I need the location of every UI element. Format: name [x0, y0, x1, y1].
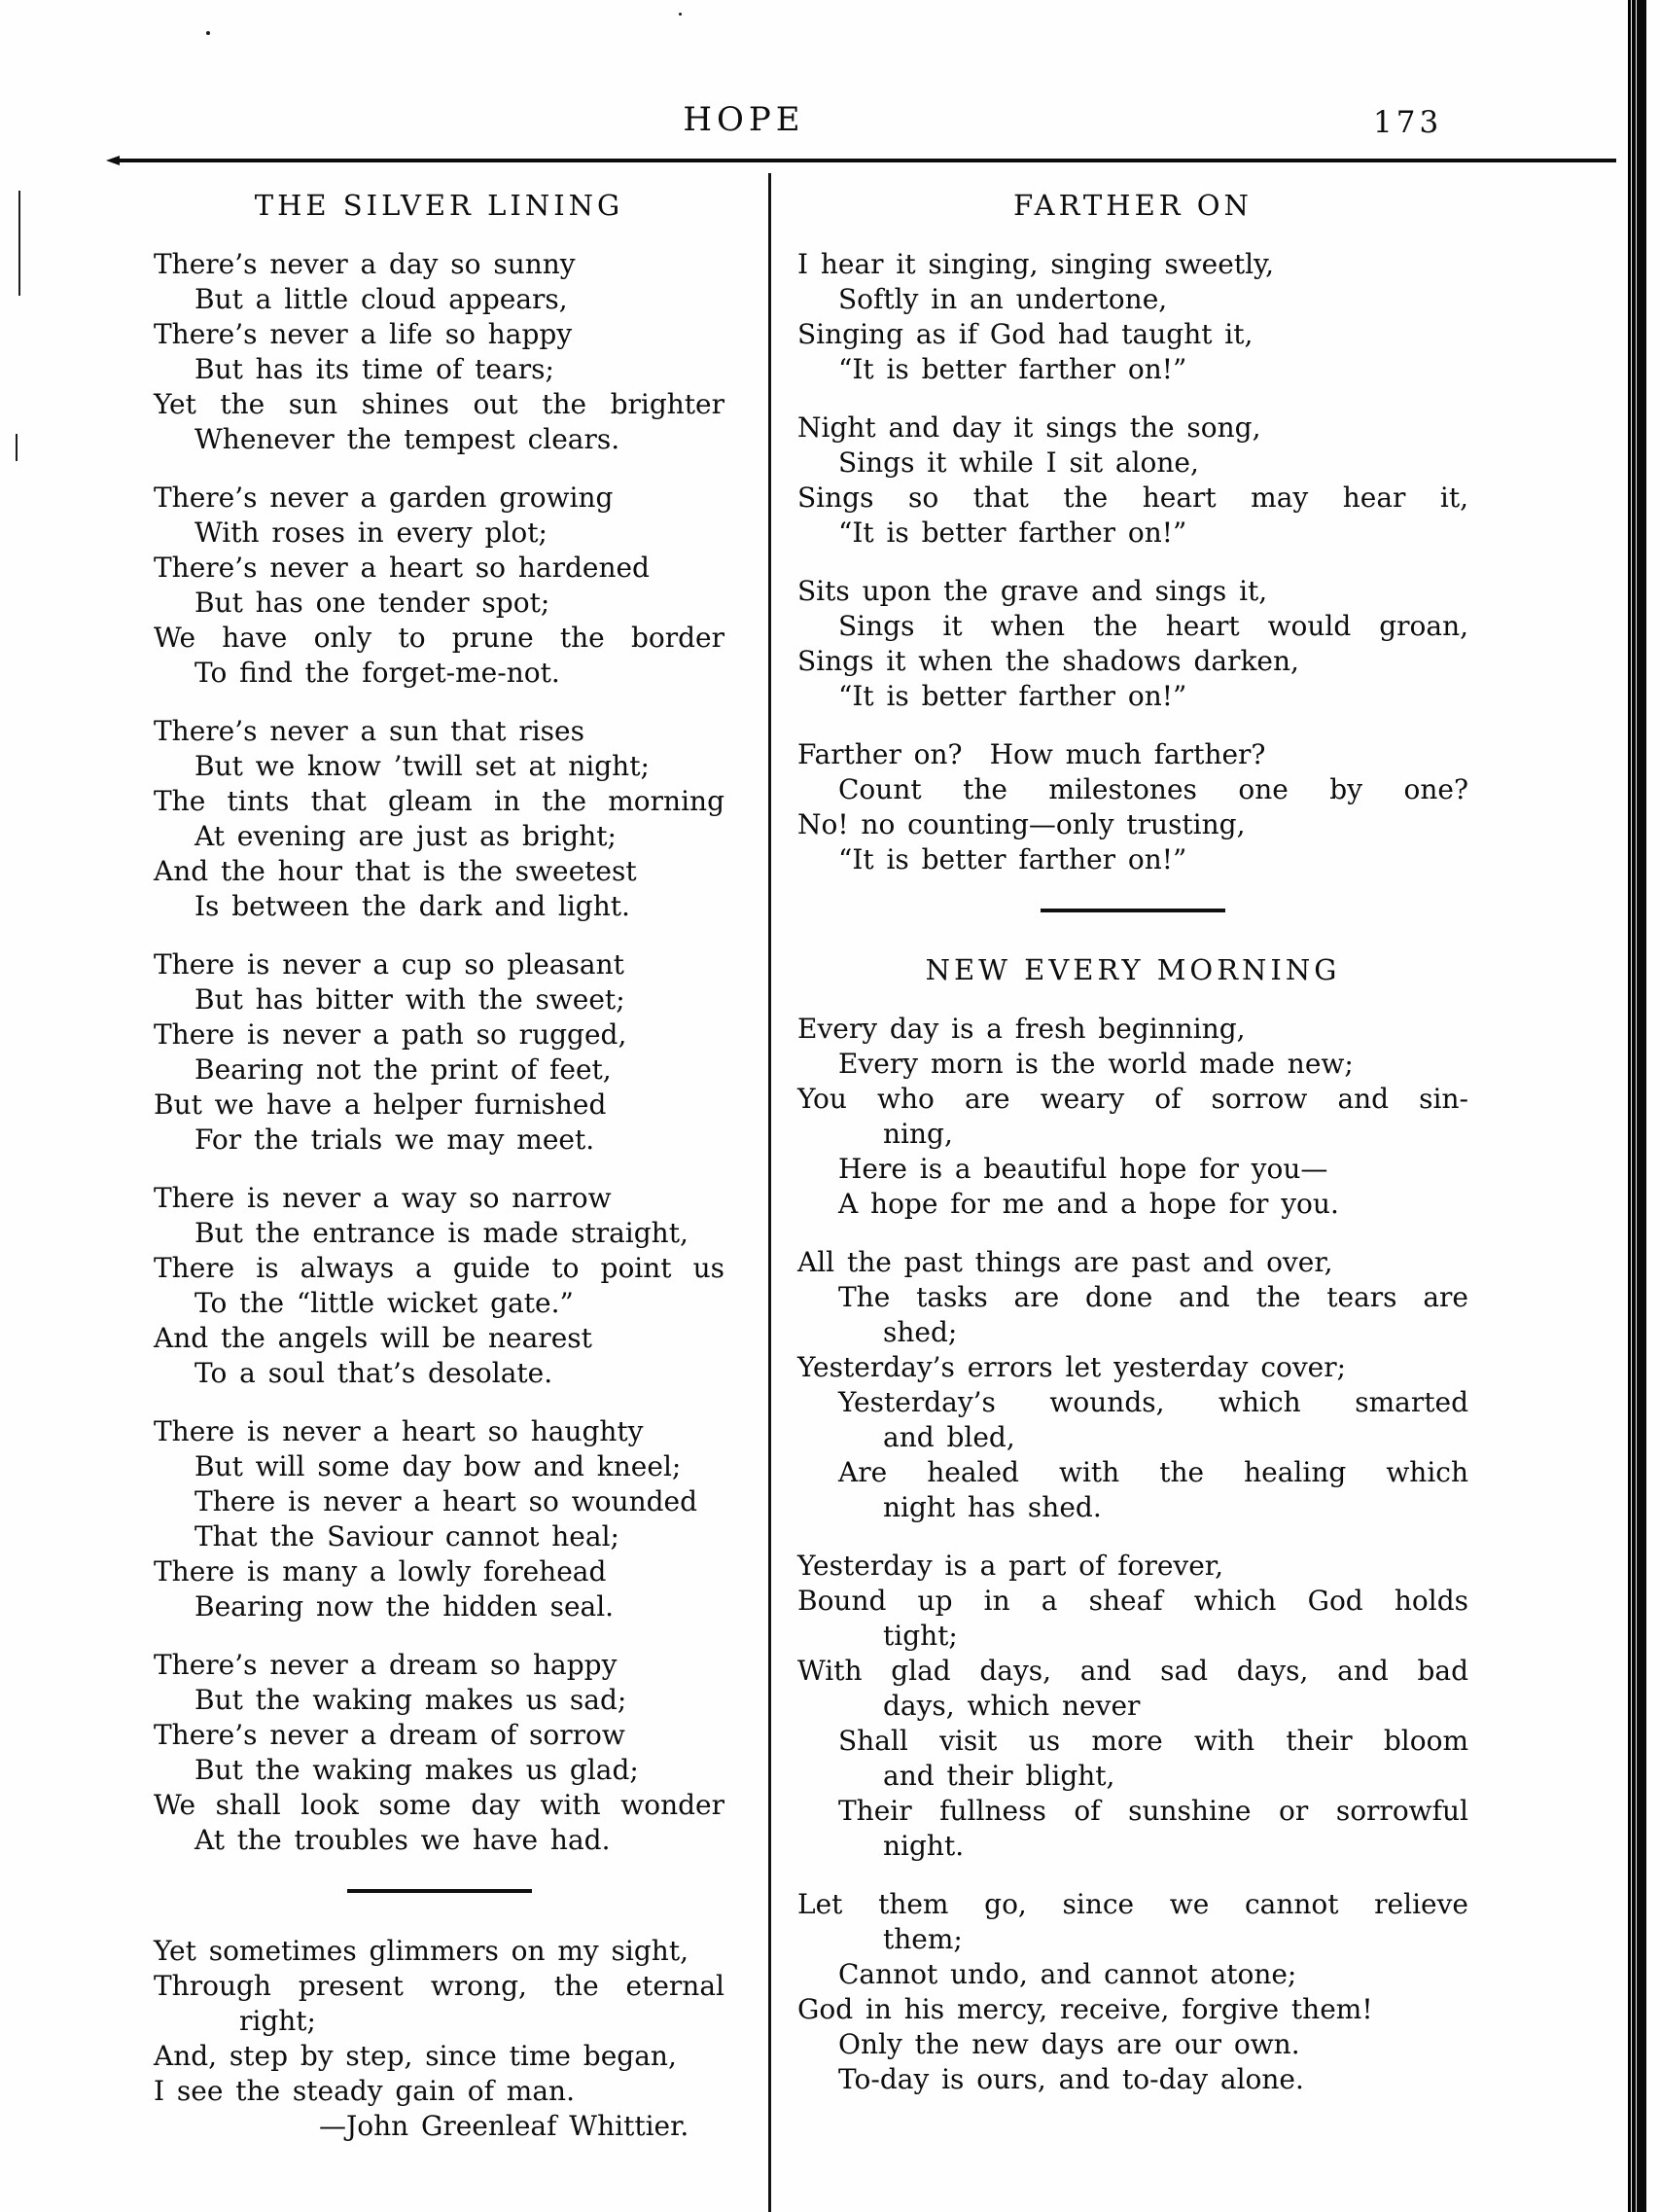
poem-line: Are healed with the healing which [838, 1456, 1468, 1488]
stanza [154, 1414, 724, 1624]
poem-line: night. [883, 1830, 965, 1862]
poem-title: THE SILVER LINING [254, 189, 624, 222]
header-rule [117, 159, 1616, 162]
poem-line: and bled, [883, 1421, 1015, 1453]
poem-line: Shall visit us more with their bloom [838, 1725, 1468, 1757]
left-column [117, 173, 768, 2212]
attribution-line: —John Greenleaf Whittier. [319, 2110, 689, 2142]
poem-line: Softly in an undertone, [838, 283, 1168, 315]
poem-line: Sits upon the grave and sings it, [797, 575, 1268, 607]
poem-line: Whenever the tempest clears. [194, 423, 620, 455]
poem-line: There’s never a life so happy [154, 318, 573, 350]
poem-line: With roses in every plot; [194, 517, 547, 549]
poem-line: Cannot undo, and cannot atone; [838, 1958, 1297, 1990]
stanza [154, 714, 724, 924]
poem-line: But will some day bow and kneel; [194, 1450, 682, 1482]
poem-line: and their blight, [883, 1760, 1115, 1792]
poem-title: NEW EVERY MORNING [925, 953, 1341, 986]
poem-line: Bearing now the hidden seal. [194, 1590, 615, 1623]
poem-line: There is never a way so narrow [154, 1182, 612, 1214]
poem-line: At evening are just as bright; [194, 820, 617, 852]
poem-line: And, step by step, since time began, [154, 2040, 677, 2072]
binding-edge-scan-artifact [1628, 0, 1646, 2212]
poem-line: No! no counting—only trusting, [797, 808, 1246, 840]
poem-line: And the hour that is the sweetest [154, 855, 637, 887]
poem-line: Here is a beautiful hope for you— [838, 1153, 1328, 1185]
poem-line: “It is better farther on!” [838, 517, 1187, 549]
poem-line: But we know ’twill set at night; [194, 750, 650, 782]
stanza [154, 1181, 724, 1391]
poem-line: But has its time of tears; [194, 353, 554, 385]
poem-line: For the trials we may meet. [194, 1124, 595, 1156]
poem-line: We shall look some day with wonder [154, 1789, 724, 1821]
poem-line: But the entrance is made straight, [194, 1217, 689, 1249]
poem-line: To-day is ours, and to-day alone. [838, 2063, 1304, 2095]
right-column [771, 173, 1614, 2212]
poem-line: ning, [883, 1118, 953, 1150]
poem-line: You who are weary of sorrow and sin- [797, 1083, 1468, 1115]
poem-line: “It is better farther on!” [838, 353, 1187, 385]
poem-line: There’s never a heart so hardened [154, 552, 650, 584]
poem-line: There’s never a dream of sorrow [154, 1719, 625, 1751]
poem-line: That the Saviour cannot heal; [194, 1520, 619, 1552]
poem-line: The tints that gleam in the morning [154, 785, 724, 817]
poem-line: Every day is a fresh beginning, [797, 1013, 1246, 1045]
stanza [154, 481, 724, 691]
two-column-layout [117, 173, 1614, 2212]
stanza [154, 1648, 724, 1858]
poem-line: Yesterday is a part of forever, [797, 1550, 1224, 1582]
page-header-title: HOPE [683, 100, 805, 139]
poem-line: There’s never a sun that rises [154, 715, 584, 747]
poem-line: But has one tender spot; [194, 587, 550, 619]
poem-line: Night and day it sings the song, [797, 411, 1261, 444]
stanza [797, 1245, 1468, 1525]
poem-line: Through present wrong, the eternal [154, 1970, 724, 2002]
poem-line: I see the steady gain of man. [154, 2075, 575, 2107]
stanza [154, 1934, 724, 2144]
poem-line: We have only to prune the border [154, 622, 724, 654]
poem-line: Sings it when the heart would groan, [838, 610, 1468, 642]
poem-line: There is never a heart so wounded [194, 1485, 698, 1517]
poem-line: With glad days, and sad days, and bad [797, 1655, 1468, 1687]
poem-line: But the waking makes us glad; [194, 1754, 639, 1786]
poem-line: Every morn is the world made new; [838, 1048, 1354, 1080]
poem-line: But a little cloud appears, [194, 283, 568, 315]
stanza-separator [1041, 909, 1225, 912]
poem-line: Yesterday’s errors let yesterday cover; [797, 1351, 1347, 1383]
poem-title: FARTHER ON [1013, 189, 1253, 222]
poem-line: Yesterday’s wounds, which smarted [838, 1386, 1468, 1418]
poem-line: I hear it singing, singing sweetly, [797, 248, 1275, 280]
poem-line: Is between the dark and light. [194, 890, 630, 922]
stanza-separator [347, 1889, 532, 1893]
poem-line: Sings so that the heart may hear it, [797, 482, 1468, 514]
poem-line: To a soul that’s desolate. [194, 1357, 553, 1389]
stanza [797, 410, 1468, 551]
poem-line: There is always a guide to point us [154, 1252, 724, 1284]
poem-line: There’s never a day so sunny [154, 248, 576, 280]
stanza [154, 247, 724, 457]
poem-line: There is never a cup so pleasant [154, 948, 624, 981]
stanza [797, 1887, 1468, 2097]
poem-line: But the waking makes us sad; [194, 1684, 627, 1716]
stanza [797, 574, 1468, 714]
poem-line: Sings it when the shadows darken, [797, 645, 1299, 677]
poem-line: Yet the sun shines out the brighter [154, 388, 724, 420]
stanza [797, 1012, 1468, 1222]
scan-artifact [18, 191, 20, 296]
poem-line: But has bitter with the sweet; [194, 983, 625, 1016]
poem-line: There’s never a dream so happy [154, 1649, 618, 1681]
poem-line: Only the new days are our own. [838, 2028, 1300, 2060]
scan-artifact [206, 31, 210, 35]
poem-line: Bound up in a sheaf which God holds [797, 1585, 1468, 1617]
poem-line: Bearing not the print of feet, [194, 1053, 612, 1086]
poem-line: Let them go, since we cannot relieve [797, 1888, 1468, 1920]
poem-line: Farther on? How much farther? [797, 738, 1266, 770]
poem-line: There’s never a garden growing [154, 482, 614, 514]
poem-line: And the angels will be nearest [154, 1322, 592, 1354]
poem-line: night has shed. [883, 1491, 1102, 1523]
poem-line: The tasks are done and the tears are [838, 1281, 1468, 1313]
poem-line: All the past things are past and over, [797, 1246, 1333, 1278]
stanza [797, 1549, 1468, 1864]
poem-line: Sings it while I sit alone, [838, 446, 1199, 479]
poem-line: Singing as if God had taught it, [797, 318, 1254, 350]
poem-line: days, which never [883, 1690, 1141, 1722]
poem-line: tight; [883, 1620, 958, 1652]
stanza [797, 737, 1468, 877]
poem-line: shed; [883, 1316, 958, 1348]
poem-line: At the troubles we have had. [194, 1824, 611, 1856]
poem-line: Count the milestones one by one? [838, 773, 1468, 805]
page-number: 173 [1373, 105, 1443, 140]
poem-line: To find the forget-me-not. [194, 657, 560, 689]
poem-line: Their fullness of sunshine or sorrowful [838, 1795, 1468, 1827]
poem-line: “It is better farther on!” [838, 843, 1187, 875]
poem-line: There is never a heart so haughty [154, 1415, 644, 1447]
poem-line: There is many a lowly forehead [154, 1555, 607, 1588]
poem-line: A hope for me and a hope for you. [838, 1188, 1339, 1220]
scan-artifact [16, 434, 18, 461]
poem-line: them; [883, 1923, 963, 1955]
poem-line: “It is better farther on!” [838, 680, 1187, 712]
poem-line: God in his mercy, receive, forgive them! [797, 1993, 1373, 2025]
stanza [154, 947, 724, 1158]
stanza [797, 247, 1468, 387]
poem-line: But we have a helper furnished [154, 1088, 607, 1121]
poem-line: To the “little wicket gate.” [194, 1287, 574, 1319]
poem-line: There is never a path so rugged, [154, 1018, 627, 1051]
scan-artifact [679, 13, 682, 16]
poem-line: right; [239, 2005, 316, 2037]
poem-line: Yet sometimes glimmers on my sight, [154, 1935, 689, 1967]
